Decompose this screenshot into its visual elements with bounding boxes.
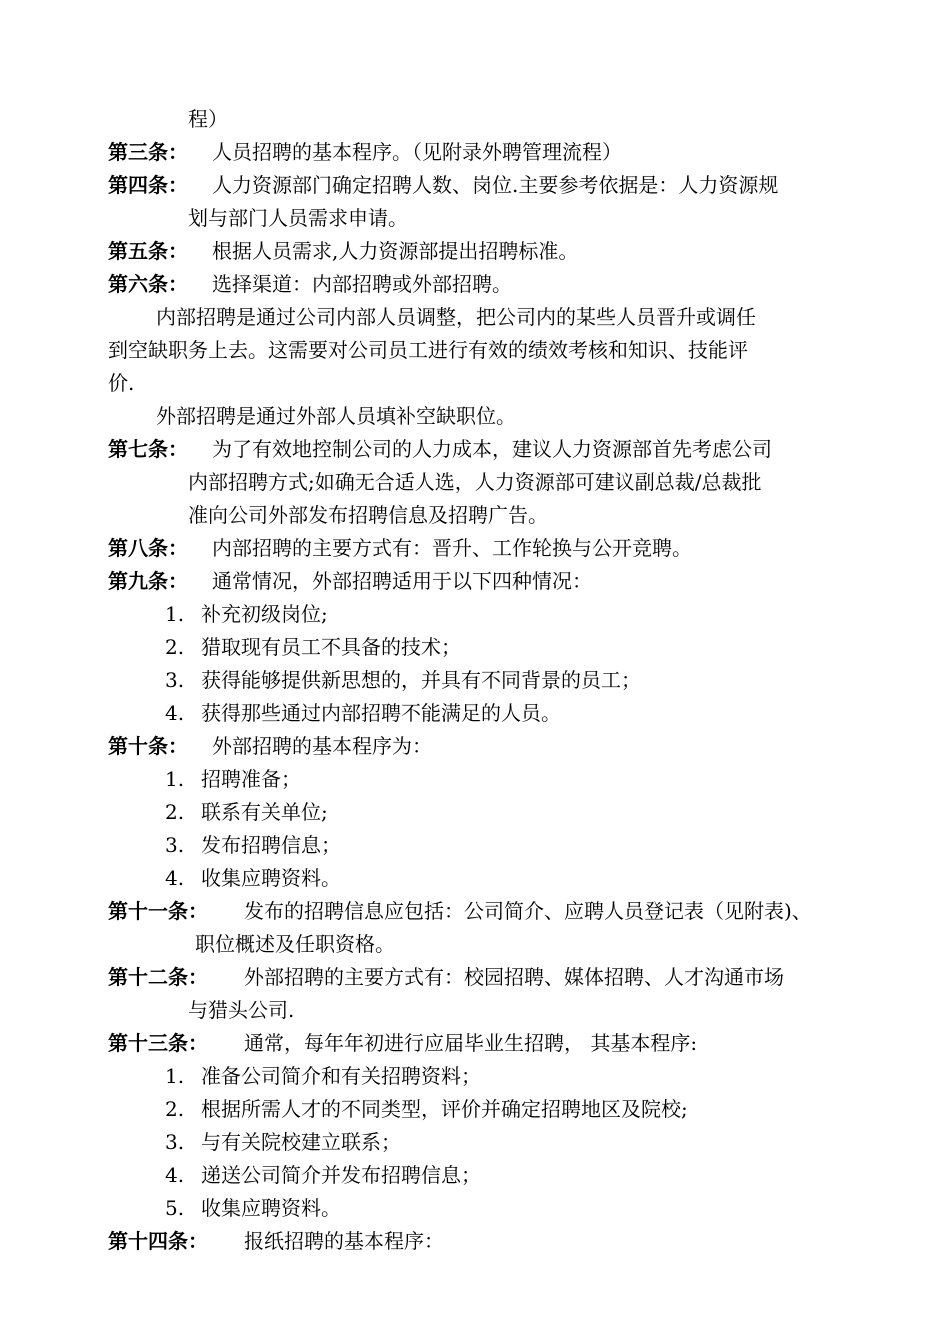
- article-13-label: 第十三条：: [108, 1031, 208, 1055]
- list-number: 4.: [165, 866, 185, 890]
- list-item: 招聘准备；: [201, 767, 301, 791]
- article-7-text-2: 内部招聘方式;如确无合适人选，人力资源部可建议副总裁/总裁批: [188, 470, 762, 494]
- list-item: 递送公司简介并发布招聘信息；: [201, 1163, 481, 1187]
- article-8-label: 第八条：: [108, 536, 188, 560]
- list-item: 补充初级岗位;: [201, 602, 328, 626]
- article-7-text-1: 为了有效地控制公司的人力成本，建议人力资源部首先考虑公司: [212, 437, 772, 461]
- article-11-text-1: 发布的招聘信息应包括：公司简介、应聘人员登记表（见附表)、: [244, 899, 812, 923]
- article-11-label: 第十一条：: [108, 899, 208, 923]
- list-number: 2.: [165, 1097, 185, 1121]
- article-13-text: 通常，每年年初进行应届毕业生招聘， 其基本程序:: [244, 1031, 698, 1055]
- list-number: 1.: [165, 767, 185, 791]
- article-8-text: 内部招聘的主要方式有：晋升、工作轮换与公开竞聘。: [212, 536, 692, 560]
- list-item: 准备公司简介和有关招聘资料；: [201, 1064, 481, 1088]
- list-item: 根据所需人才的不同类型，评价并确定招聘地区及院校;: [201, 1097, 688, 1121]
- list-number: 3.: [165, 1130, 185, 1154]
- list-item: 收集应聘资料。: [201, 866, 341, 890]
- article-12-text-1: 外部招聘的主要方式有：校园招聘、媒体招聘、人才沟通市场: [244, 965, 784, 989]
- list-item: 发布招聘信息；: [201, 833, 341, 857]
- article-4-label: 第四条：: [108, 173, 188, 197]
- article-3-text: 人员招聘的基本程序。（见附录外聘管理流程）: [212, 140, 622, 164]
- article-14-text: 报纸招聘的基本程序：: [244, 1229, 444, 1253]
- list-number: 2.: [165, 800, 185, 824]
- list-item: 与有关院校建立联系；: [201, 1130, 401, 1154]
- list-number: 3.: [165, 833, 185, 857]
- article-11-text-2: 职位概述及任职资格。: [195, 932, 395, 956]
- list-number: 1.: [165, 602, 185, 626]
- article-10-text: 外部招聘的基本程序为：: [212, 734, 432, 758]
- internal-paragraph-3: 价.: [108, 371, 135, 395]
- external-paragraph: 外部招聘是通过外部人员填补空缺职位。: [156, 404, 516, 428]
- article-10-label: 第十条：: [108, 734, 188, 758]
- list-item: 收集应聘资料。: [201, 1196, 341, 1220]
- article-12-label: 第十二条：: [108, 965, 208, 989]
- list-item: 获得那些通过内部招聘不能满足的人员。: [201, 701, 561, 725]
- article-9-text: 通常情况，外部招聘适用于以下四种情况：: [212, 569, 592, 593]
- list-number: 4.: [165, 701, 185, 725]
- list-number: 5.: [165, 1196, 185, 1220]
- article-4-text-2: 划与部门人员需求申请。: [188, 206, 408, 230]
- list-item: 猎取现有员工不具备的技术；: [201, 635, 461, 659]
- continuation-line: 程）: [188, 107, 228, 131]
- article-7-text-3: 准向公司外部发布招聘信息及招聘广告。: [188, 503, 548, 527]
- article-6-label: 第六条：: [108, 272, 188, 296]
- list-number: 4.: [165, 1163, 185, 1187]
- list-item: 联系有关单位;: [201, 800, 328, 824]
- list-number: 2.: [165, 635, 185, 659]
- article-6-text: 选择渠道：内部招聘或外部招聘。: [212, 272, 512, 296]
- internal-paragraph-2: 到空缺职务上去。这需要对公司员工进行有效的绩效考核和知识、技能评: [108, 338, 748, 362]
- internal-paragraph-1: 内部招聘是通过公司内部人员调整，把公司内的某些人员晋升或调任: [156, 305, 756, 329]
- list-item: 获得能够提供新思想的，并具有不同背景的员工；: [201, 668, 641, 692]
- article-4-text-1: 人力资源部门确定招聘人数、岗位.主要参考依据是：人力资源规: [212, 173, 779, 197]
- article-5-label: 第五条：: [108, 239, 188, 263]
- article-5-text: 根据人员需求,人力资源部提出招聘标准。: [212, 239, 579, 263]
- list-number: 1.: [165, 1064, 185, 1088]
- article-9-label: 第九条：: [108, 569, 188, 593]
- list-number: 3.: [165, 668, 185, 692]
- article-14-label: 第十四条：: [108, 1229, 208, 1253]
- article-3-label: 第三条：: [108, 140, 188, 164]
- article-12-text-2: 与猎头公司.: [188, 998, 295, 1022]
- article-7-label: 第七条：: [108, 437, 188, 461]
